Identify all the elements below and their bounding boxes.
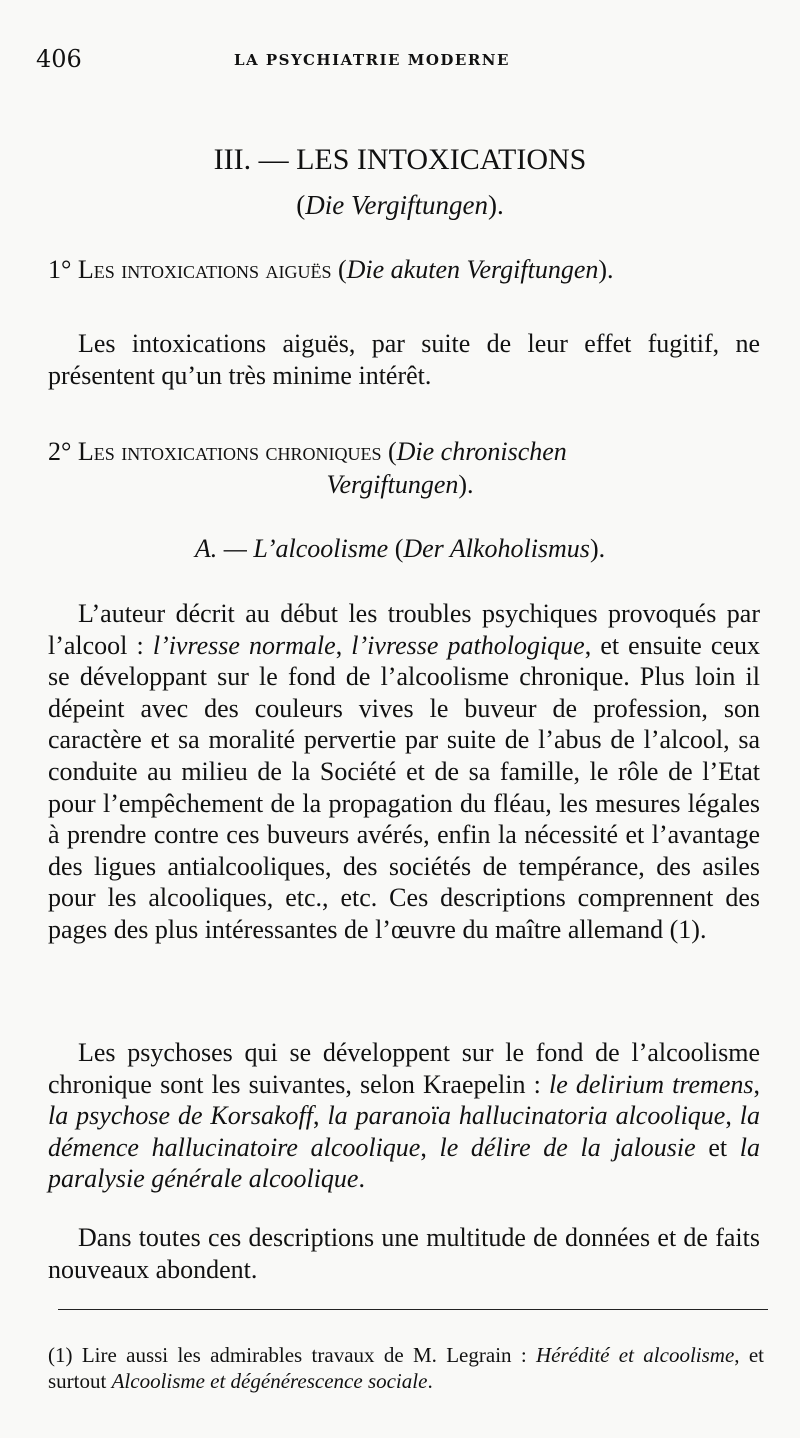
alcoholism-heading	[0, 534, 800, 564]
text: ,	[420, 1132, 440, 1162]
italic-title: Hérédité et alcoolisme	[536, 1343, 735, 1367]
footnote-divider	[58, 1309, 768, 1310]
heading-small-caps: Les intoxications aiguës	[77, 255, 332, 284]
paren-open: (	[381, 437, 397, 466]
heading-label: A. — L’alcoolisme	[194, 534, 389, 563]
italic-term: la démence hallucinatoire alcoolique	[48, 1101, 761, 1162]
text: ,	[313, 1101, 328, 1131]
text: Les psychoses qui se développent sur le fond de l’alcoolisme chronique sont les suivantes, selon Kraepelin :	[48, 1038, 760, 1099]
text: Dans toutes ces descriptions une multitude de données et de faits nouveaux abondent.	[48, 1223, 760, 1284]
paren-open: (	[331, 255, 347, 284]
paren-close: ).	[458, 470, 474, 499]
acute-paragraph	[48, 328, 760, 391]
text: L’auteur décrit au début les troubles psychiques provoqués par l’alcool :	[48, 599, 760, 660]
page-header	[36, 45, 766, 79]
footnote-marker: (1)	[48, 1343, 73, 1367]
section-title: III. — LES INTOXICATIONS	[213, 143, 587, 176]
running-head: LA PSYCHIATRIE MODERNE	[234, 51, 510, 69]
paren-close: ).	[487, 190, 504, 220]
footnote	[48, 1342, 764, 1394]
paren-close: ).	[589, 534, 606, 563]
heading-german: Die chronischen	[396, 437, 567, 466]
alcoholism-paragraph-1	[48, 598, 760, 946]
italic-term: la paranoïa hallucinatoria alcoolique	[327, 1101, 726, 1131]
heading-small-caps: Les intoxications chroniques	[77, 437, 382, 466]
paren-close: ).	[598, 255, 614, 284]
paragraph-text: Les intoxications aiguës, par suite de leur effet fugitif, ne présentent qu’un très minime intérêt.	[48, 329, 760, 390]
italic-term: la psychose de Korsakoff	[48, 1101, 313, 1131]
text: ,	[335, 630, 352, 660]
text: ,	[725, 1101, 740, 1131]
chronic-heading-continued	[0, 470, 800, 500]
alcoholism-paragraph-3	[48, 1222, 760, 1285]
text: , et ensuite ceux se développant sur le fond de l’alcoolisme chronique. Plus loin il dépeint avec des couleurs vives le buveur de profession, son caractère et sa moralité pervertie par suite de l’abus de l’alcool, sa conduite au milieu de la Société et de sa famille, le rôle de l’Etat pour l’empêchement de la propagation du fléau, les mesures légales à prendre contre ces buveurs avérés, enfin la nécessité et l’avantage des ligues antialcooliques, des sociétés de tempérance, des asiles pour les alcooliques, etc., etc. Ces descriptions comprennent des pages des plus intéressantes de l’œuvre du maître allemand (1).	[48, 630, 760, 944]
text: et	[695, 1132, 740, 1162]
paren-open: (	[296, 190, 306, 220]
subtitle-german: Die Vergiftungen	[305, 190, 488, 220]
text: .	[427, 1369, 433, 1393]
text: ,	[753, 1069, 760, 1099]
alcoholism-paragraph-2	[48, 1037, 760, 1195]
italic-term: la paralysie générale alcoolique	[48, 1132, 760, 1194]
italic-term: l’ivresse normale	[152, 630, 336, 660]
text: .	[358, 1164, 365, 1194]
text: Lire aussi les admirables travaux de M. Legrain :	[72, 1343, 537, 1367]
heading-number: 2°	[48, 437, 72, 466]
text: , et surtout	[48, 1343, 765, 1393]
heading-german: Die akuten Vergiftungen	[346, 255, 599, 284]
italic-title: Alcoolisme et dégénérescence sociale	[111, 1369, 428, 1393]
italic-term: le délire de la jalousie	[439, 1132, 696, 1162]
italic-term: l’ivresse pathologique	[351, 630, 585, 660]
chronic-heading	[48, 437, 567, 467]
italic-term: le delirium tremens	[549, 1069, 754, 1099]
heading-german: Vergiftungen	[326, 470, 459, 499]
heading-number: 1°	[48, 255, 72, 284]
paren-open: (	[388, 534, 404, 563]
heading-german: Der Alkoholismus	[403, 534, 590, 563]
section-subtitle	[0, 190, 800, 221]
acute-heading	[48, 255, 614, 285]
page-number: 406	[36, 45, 82, 73]
